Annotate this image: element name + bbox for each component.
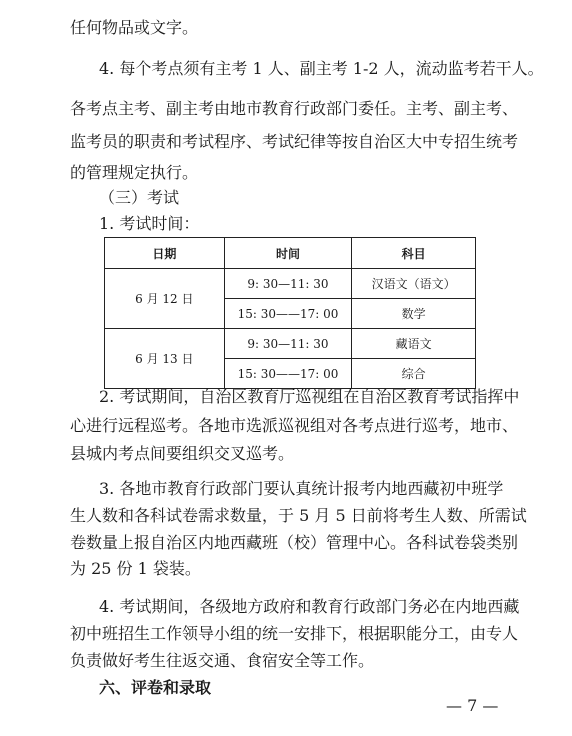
paragraph-line: 心进行远程巡考。各地市选派巡视组对各考点进行巡考，地市、 xyxy=(70,416,519,435)
subject-cell: 数学 xyxy=(352,299,476,329)
paragraph-line: 卷数量上报自治区内地西藏班（校）管理中心。各科试卷袋类别 xyxy=(70,533,519,552)
date-cell: 6 月 13 日 xyxy=(105,329,225,389)
paragraph-line: 生人数和各科试卷需求数量，于 5 月 5 日前将考生人数、所需试 xyxy=(70,506,527,525)
subsection-heading: 1. 考试时间： xyxy=(99,214,200,233)
header-date: 日期 xyxy=(105,238,225,269)
header-time: 时间 xyxy=(224,238,352,269)
exam-schedule-table xyxy=(104,237,476,389)
paragraph-line: 初中班招生工作领导小组的统一安排下，根据职能分工，由专人 xyxy=(70,624,519,643)
paragraph-line: 3. 各地市教育行政部门要认真统计报考内地西藏初中班学 xyxy=(99,479,504,498)
paragraph-line: 负责做好考生往返交通、食宿安全等工作。 xyxy=(70,651,375,670)
time-cell: 15: 30——17: 00 xyxy=(224,359,352,389)
section-heading: 六、评卷和录取 xyxy=(99,678,212,697)
paragraph-line: 2. 考试期间，自治区教育厅巡视组在自治区教育考试指挥中 xyxy=(99,387,520,406)
paragraph-line: 县城内考点间要组织交叉巡考。 xyxy=(70,444,295,463)
time-cell: 15: 30——17: 00 xyxy=(224,299,352,329)
subject-cell: 藏语文 xyxy=(352,329,476,359)
subject-cell: 综合 xyxy=(352,359,476,389)
table-row xyxy=(105,329,476,359)
page-number: — 7 — xyxy=(446,696,499,715)
date-cell: 6 月 12 日 xyxy=(105,269,225,329)
paragraph-line: 为 25 份 1 袋装。 xyxy=(70,559,201,578)
table-row xyxy=(105,269,476,299)
paragraph-line: 4. 每个考点须有主考 1 人、副主考 1-2 人，流动监考若干人。 xyxy=(99,59,544,78)
paragraph-line: 的管理规定执行。 xyxy=(70,163,199,182)
table-header-row xyxy=(105,238,476,269)
time-cell: 9: 30—11: 30 xyxy=(224,269,352,299)
time-cell: 9: 30—11: 30 xyxy=(224,329,352,359)
paragraph-line: 各考点主考、副主考由地市教育行政部门委任。主考、副主考、 xyxy=(70,99,519,118)
subject-cell: 汉语文（语文） xyxy=(352,269,476,299)
section-heading: （三）考试 xyxy=(99,188,180,207)
paragraph-line: 监考员的职责和考试程序、考试纪律等按自治区大中专招生统考 xyxy=(70,132,519,151)
header-subject: 科目 xyxy=(352,238,476,269)
paragraph-line: 4. 考试期间，各级地方政府和教育行政部门务必在内地西藏 xyxy=(99,597,520,616)
paragraph-line: 任何物品或文字。 xyxy=(70,18,199,37)
